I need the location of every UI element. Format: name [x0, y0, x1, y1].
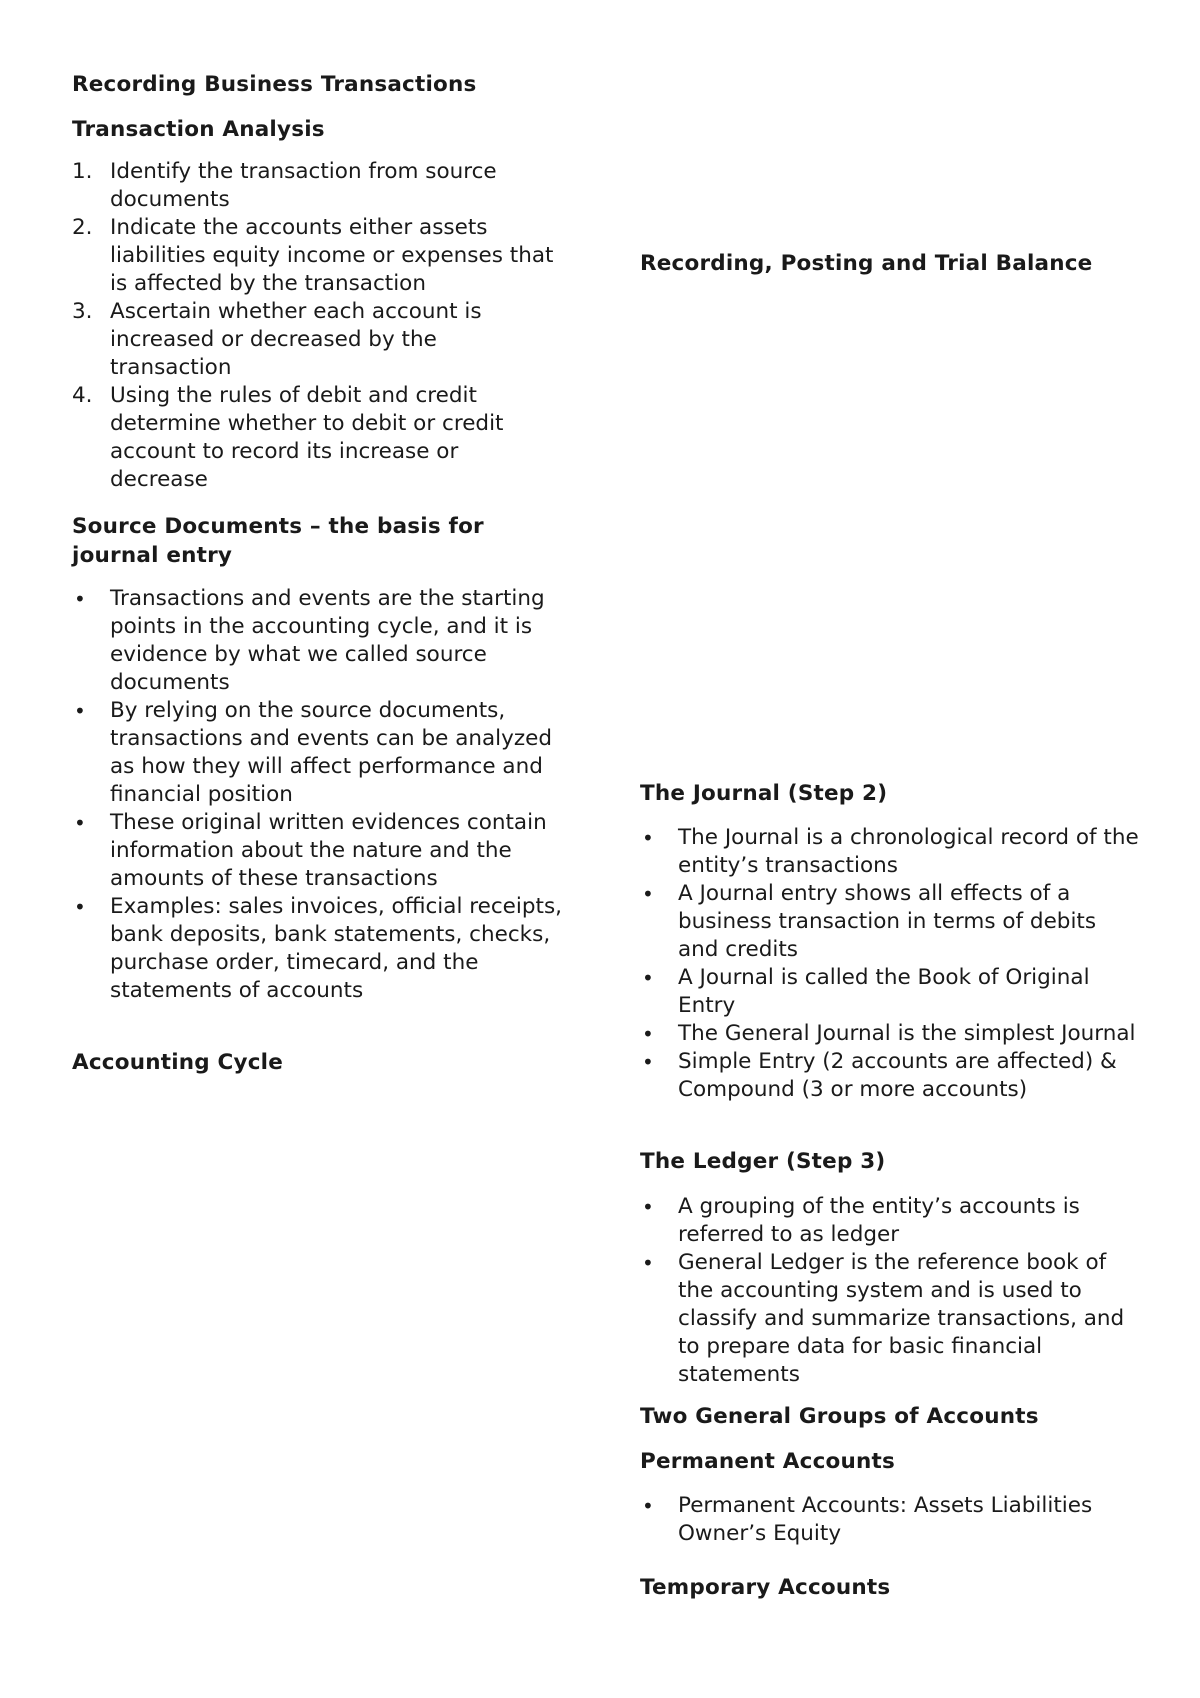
source-documents-heading: Source Documents – the basis for journal entry [72, 514, 484, 568]
list-item [640, 1492, 1140, 1548]
bullet-icon: • [74, 895, 86, 919]
bullet-icon: • [74, 699, 86, 723]
bullet-icon: • [74, 587, 86, 611]
list-item-text: Simple Entry (2 accounts are affected) & Compound (3 or more accounts) [678, 1049, 1117, 1102]
journal-list [640, 824, 1140, 1104]
list-item [640, 1048, 1140, 1104]
bullet-icon: • [642, 826, 654, 850]
bullet-icon: • [642, 1022, 654, 1046]
list-item-text: The Journal is a chronological record of the entity’s transactions [678, 825, 1139, 878]
recording-posting-heading: Recording, Posting and Trial Balance [640, 251, 1093, 276]
list-item-text: A Journal entry shows all effects of a business transaction in terms of debits and credits [678, 881, 1097, 962]
list-item-text: A grouping of the entity’s accounts is referred to as ledger [678, 1194, 1080, 1247]
list-item-text: The General Journal is the simplest Journal [678, 1021, 1136, 1046]
list-item [640, 1193, 1140, 1249]
transaction-analysis-steps [72, 158, 562, 494]
list-item-text: A Journal is called the Book of Original Entry [678, 965, 1090, 1018]
source-documents-list [72, 585, 572, 1005]
document-title: Recording Business Transactions [72, 72, 477, 97]
transaction-analysis-heading: Transaction Analysis [72, 117, 325, 142]
bullet-icon: • [642, 1050, 654, 1074]
list-number: 2. [72, 215, 93, 240]
temporary-accounts-heading: Temporary Accounts [640, 1575, 891, 1600]
permanent-accounts-heading: Permanent Accounts [640, 1449, 895, 1474]
bullet-icon: • [642, 1251, 654, 1275]
list-item [72, 893, 572, 1005]
accounting-cycle-heading: Accounting Cycle [72, 1050, 284, 1075]
list-number: 3. [72, 299, 93, 324]
list-item-text: Examples: sales invoices, official receipts, bank deposits, bank statements, checks, purchase order, timecard, and the statements of accounts [110, 894, 562, 1003]
list-item-text: These original written evidences contain information about the nature and the amounts of these transactions [110, 810, 547, 891]
bullet-icon: • [642, 1494, 654, 1518]
list-item [72, 382, 562, 494]
list-item [640, 880, 1140, 964]
permanent-accounts-list [640, 1492, 1140, 1548]
list-item [72, 697, 572, 809]
list-item [640, 1020, 1140, 1048]
list-item-text: Indicate the accounts either assets liabilities equity income or expenses that is affected by the transaction [110, 215, 554, 296]
list-item-text: General Ledger is the reference book of the accounting system and is used to classify and summarize transactions, and to prepare data for basic financial statements [678, 1250, 1125, 1387]
two-groups-heading: Two General Groups of Accounts [640, 1404, 1039, 1429]
ledger-heading: The Ledger (Step 3) [640, 1149, 886, 1174]
list-item-text: Using the rules of debit and credit determine whether to debit or credit account to record its increase or decrease [110, 383, 504, 492]
journal-heading: The Journal (Step 2) [640, 781, 888, 806]
list-item-text: Permanent Accounts: Assets Liabilities Owner’s Equity [678, 1493, 1093, 1546]
bullet-icon: • [74, 811, 86, 835]
list-item-text: Identify the transaction from source documents [110, 159, 497, 212]
bullet-icon: • [642, 1195, 654, 1219]
bullet-icon: • [642, 882, 654, 906]
list-item [640, 824, 1140, 880]
list-item [640, 964, 1140, 1020]
list-item [72, 214, 562, 298]
list-item-text: Ascertain whether each account is increased or decreased by the transaction [110, 299, 482, 380]
list-item [640, 1249, 1140, 1389]
list-number: 1. [72, 159, 93, 184]
list-item [72, 809, 572, 893]
list-item-text: Transactions and events are the starting points in the accounting cycle, and it is evidence by what we called source documents [110, 586, 545, 695]
list-number: 4. [72, 383, 93, 408]
list-item [72, 158, 562, 214]
list-item [72, 585, 572, 697]
bullet-icon: • [642, 966, 654, 990]
ledger-list [640, 1193, 1140, 1389]
list-item [72, 298, 562, 382]
list-item-text: By relying on the source documents, transactions and events can be analyzed as how they will affect performance and financial position [110, 698, 553, 807]
